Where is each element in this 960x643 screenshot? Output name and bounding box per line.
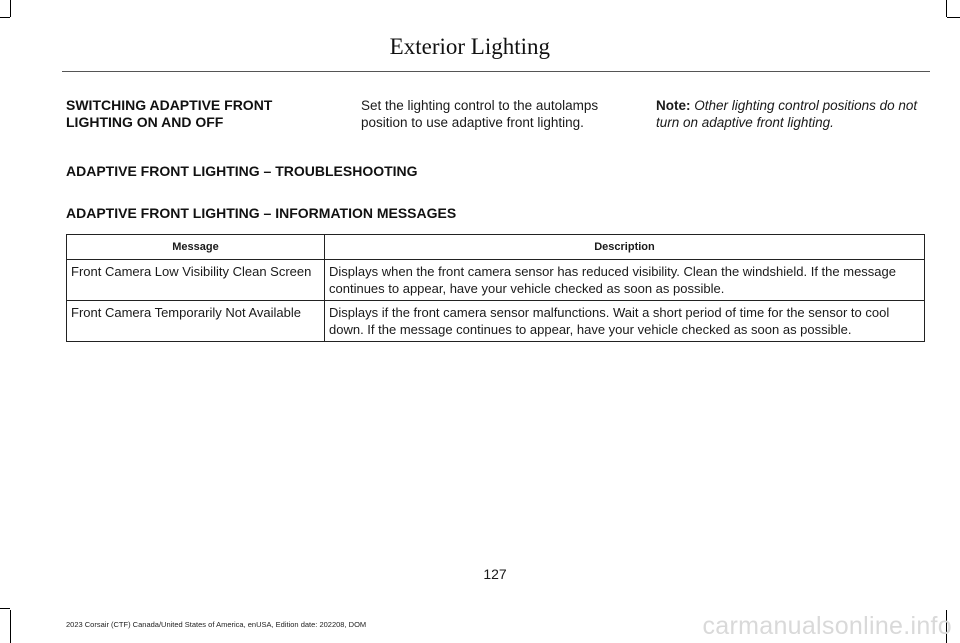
footer-edition-text: 2023 Corsair (CTF) Canada/United States of America, enUSA, Edition date: 202208, DOM	[66, 620, 367, 629]
note-text: Other lighting control positions do not turn on adaptive front lighting.	[656, 98, 918, 130]
crop-mark-top-left-v	[10, 0, 11, 17]
switching-text: Set the lighting control to the autolamps position to use adaptive front lighting.	[361, 98, 599, 130]
column-header-message: Message	[67, 235, 325, 260]
page-number: 127	[483, 566, 507, 582]
troubleshooting-heading: ADAPTIVE FRONT LIGHTING – TROUBLESHOOTING	[66, 163, 418, 179]
table-row	[67, 260, 925, 301]
information-messages-heading: ADAPTIVE FRONT LIGHTING – INFORMATION MESSAGES	[66, 205, 457, 221]
crop-mark-top-left-h	[0, 17, 10, 18]
table-row	[67, 301, 925, 342]
message-cell: Front Camera Low Visibility Clean Screen	[67, 260, 325, 301]
title-divider	[62, 71, 930, 72]
table-header-row	[67, 235, 925, 260]
message-cell: Front Camera Temporarily Not Available	[67, 301, 325, 342]
crop-mark-top-right-v	[946, 0, 947, 17]
note-paragraph	[656, 97, 931, 131]
description-cell: Displays if the front camera sensor malfunctions. Wait a short period of time for the sensor to cool down. If the message continues to appear, have your vehicle checked as soon as possible.	[325, 301, 925, 342]
watermark: carmanualsonline.info	[702, 612, 952, 640]
page-title: Exterior Lighting	[389, 34, 550, 59]
description-cell: Displays when the front camera sensor has reduced visibility. Clean the windshield. If the message continues to appear, have your vehicle checked as soon as possible.	[325, 260, 925, 301]
crop-mark-bottom-left-h	[0, 608, 10, 609]
crop-mark-bottom-left-v	[10, 610, 11, 643]
crop-mark-top-right-h	[947, 17, 960, 18]
switching-heading: SWITCHING ADAPTIVE FRONT LIGHTING ON AND OFF	[66, 97, 273, 130]
information-messages-table	[66, 234, 925, 342]
column-header-description: Description	[325, 235, 925, 260]
note-label: Note:	[656, 98, 691, 113]
